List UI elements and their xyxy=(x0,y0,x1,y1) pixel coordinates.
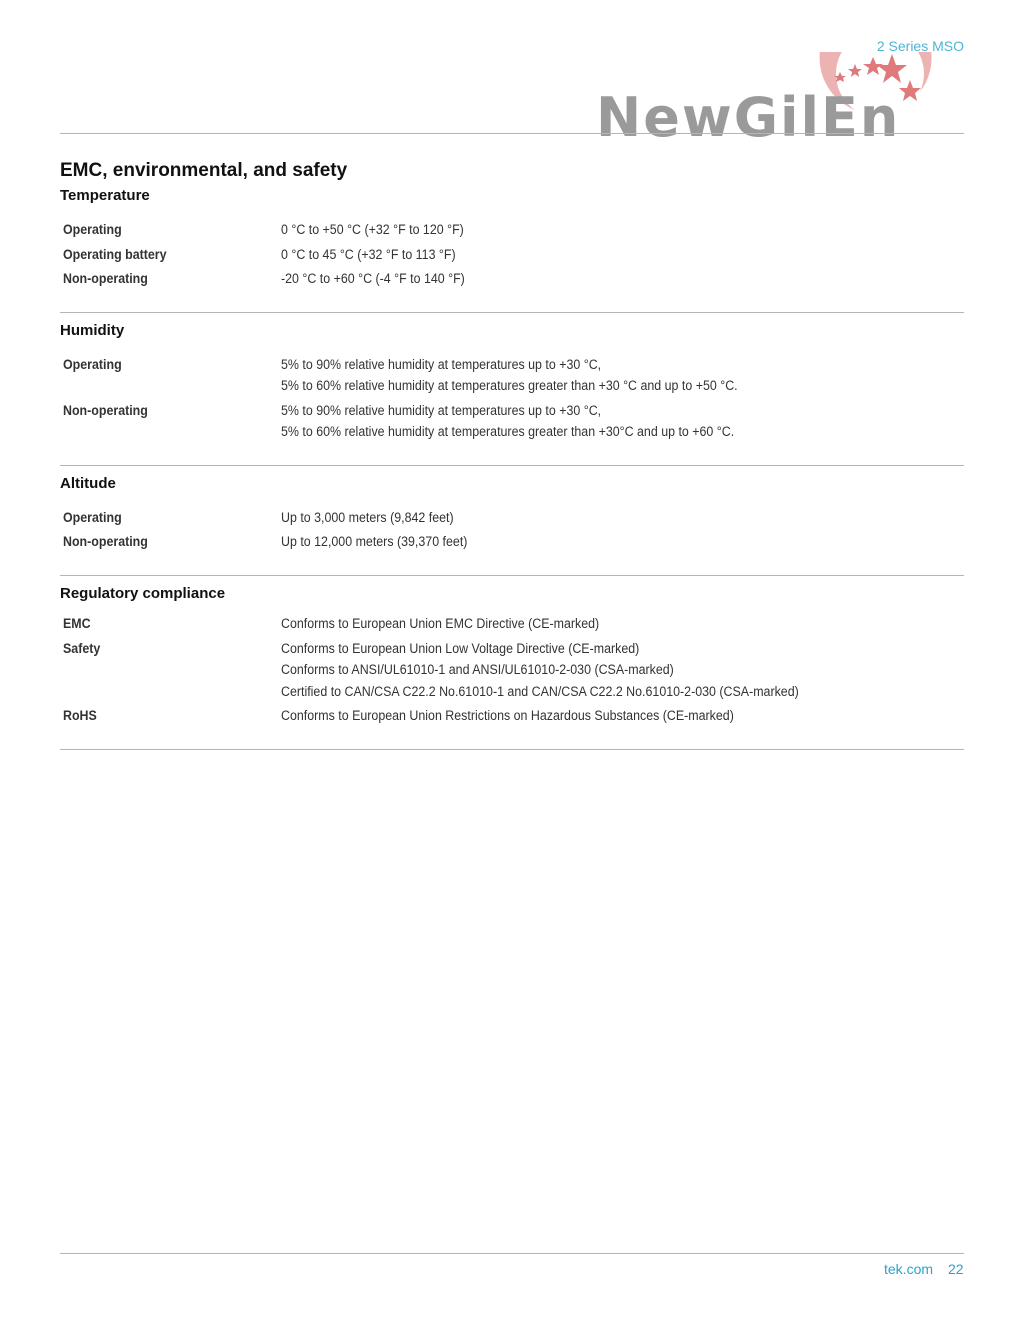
section-divider xyxy=(60,575,964,576)
temperature-operating-label: Operating xyxy=(63,222,122,237)
humidity-operating-value-line-2: 5% to 60% relative humidity at temperatures greater than +30 °C and up to +50 °C. xyxy=(281,378,738,393)
compliance-safety-value-line-3: Certified to CAN/CSA C22.2 No.61010-1 and CAN/CSA C22.2 No.61010-2-030 (CSA-marked) xyxy=(281,684,799,699)
compliance-safety-label: Safety xyxy=(63,641,101,656)
logo-wordmark: NewGilEn xyxy=(596,86,901,149)
star-icon xyxy=(863,57,883,75)
series-label: 2 Series MSO xyxy=(876,38,964,54)
section-divider xyxy=(60,749,964,750)
compliance-rohs-value: Conforms to European Union Restrictions on Hazardous Substances (CE-marked) xyxy=(281,708,734,723)
humidity-non-operating-label: Non-operating xyxy=(63,403,148,418)
header-divider xyxy=(60,133,964,134)
humidity-operating-label: Operating xyxy=(63,357,122,372)
compliance-safety-value-line-2: Conforms to ANSI/UL61010-1 and ANSI/UL61010-2-030 (CSA-marked) xyxy=(281,662,674,677)
temperature-operating-battery-value: 0 °C to 45 °C (+32 °F to 113 °F) xyxy=(281,247,456,262)
compliance-emc-value: Conforms to European Union EMC Directive (CE-marked) xyxy=(281,616,600,631)
star-icon xyxy=(877,54,907,83)
compliance-rohs-label: RoHS xyxy=(63,708,97,723)
section-title-regulatory-compliance: Regulatory compliance xyxy=(60,585,226,602)
section-title-humidity: Humidity xyxy=(60,322,125,339)
star-icon xyxy=(848,64,862,77)
temperature-operating-value: 0 °C to +50 °C (+32 °F to 120 °F) xyxy=(281,222,464,237)
compliance-emc-label: EMC xyxy=(63,616,91,631)
footer-site-link[interactable]: tek.com xyxy=(884,1261,934,1277)
altitude-operating-value: Up to 3,000 meters (9,842 feet) xyxy=(281,510,454,525)
page-number: 22 xyxy=(948,1261,964,1277)
section-title-altitude: Altitude xyxy=(60,475,116,492)
newgilen-logo xyxy=(590,52,940,172)
star-icon xyxy=(899,80,921,101)
section-divider xyxy=(60,312,964,313)
page-title: EMC, environmental, and safety xyxy=(60,160,348,181)
footer-divider xyxy=(60,1253,964,1254)
altitude-non-operating-label: Non-operating xyxy=(63,534,148,549)
temperature-non-operating-label: Non-operating xyxy=(63,271,148,286)
section-divider xyxy=(60,465,964,466)
compliance-safety-value-line-1: Conforms to European Union Low Voltage Directive (CE-marked) xyxy=(281,641,640,656)
temperature-non-operating-value: -20 °C to +60 °C (-4 °F to 140 °F) xyxy=(281,271,465,286)
altitude-non-operating-value: Up to 12,000 meters (39,370 feet) xyxy=(281,534,468,549)
humidity-operating-value-line-1: 5% to 90% relative humidity at temperatures up to +30 °C, xyxy=(281,357,602,372)
altitude-operating-label: Operating xyxy=(63,510,122,525)
section-title-temperature: Temperature xyxy=(60,187,150,204)
temperature-operating-battery-label: Operating battery xyxy=(63,247,167,262)
humidity-non-operating-value-line-1: 5% to 90% relative humidity at temperatures up to +30 °C, xyxy=(281,403,602,418)
humidity-non-operating-value-line-2: 5% to 60% relative humidity at temperatures greater than +30°C and up to +60 °C. xyxy=(281,424,735,439)
